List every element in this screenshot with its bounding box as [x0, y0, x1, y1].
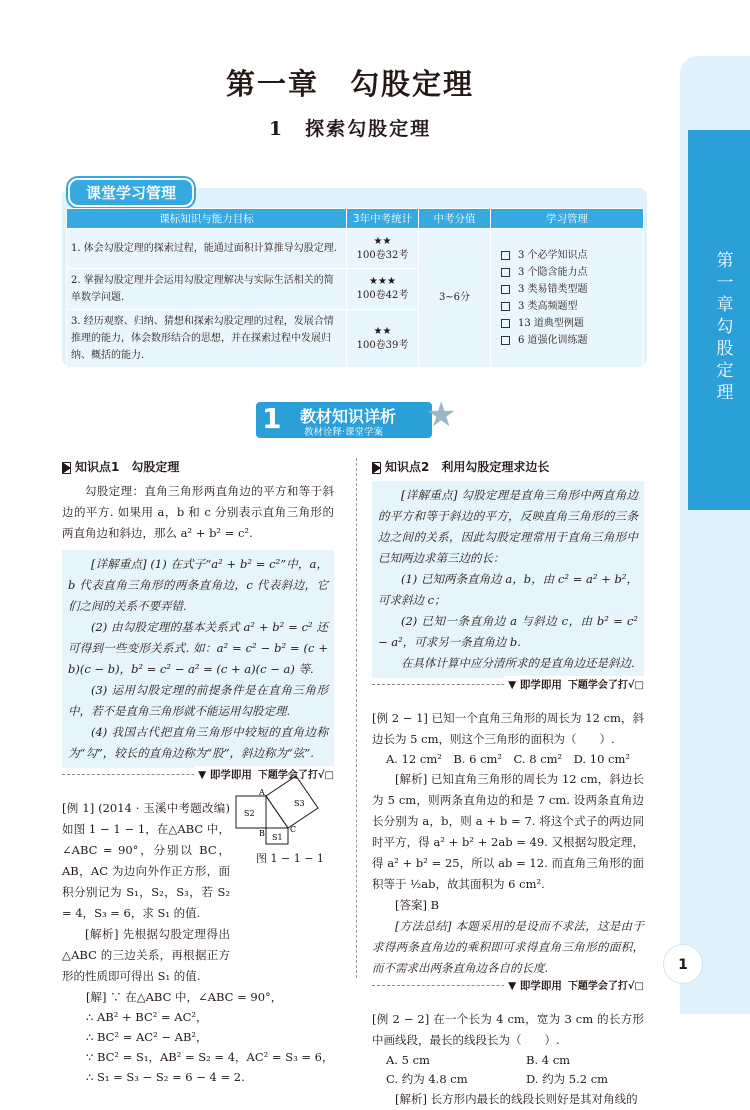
apply-bar: ▼ 即学即用 下题学会了打√□ [372, 684, 644, 702]
solution-line: [解] ∵ 在△ABC 中，∠ABC = 90°， [86, 990, 283, 1004]
banner-number: 1 [262, 402, 282, 435]
solution-line: ∴ BC² = AC² − AB²， [86, 1030, 208, 1044]
manage-list: 3 个必学知识点 3 个隐含能力点 3 类易错类型题 3 类高频题型 13 道典型例题 6 道强化训练题 [491, 229, 644, 368]
objective-1: 1. 体会勾股定理的探索过程，能通过面积计算推导勾股定理. [67, 229, 347, 269]
management-table [66, 208, 644, 368]
detail-box: [详解重点] (1) 在式子“a² + b² = c²”中，a，b 代表直角三角形的两条直角边，c 代表斜边，它们之间的关系不要弄错. (2) 由勾股定理的基本关系式 a² + b² = c² 还可得到一些变形关系式. 如：a² = c² − b² = (c + b)(c − b)，b² = c² − a² = (c + a)(c − a) 等. (3) 运用勾股定理的前提条件是在直角三角形中，若不是直角三角形就不能运用勾股定理. (4) 我国古代把直角三角形中较短的直角边称为“勾”，较长的直角边称为“股”，斜边称为“弦”. [62, 550, 334, 768]
col-objective: 课标知识与能力目标 [67, 209, 347, 229]
section-title: 1 探索勾股定理 [268, 118, 432, 140]
example-2-2-analysis: [解析] 长方形内最长的线段长则好是其对角线的 [395, 1092, 638, 1106]
right-column [372, 458, 644, 1110]
label-c: C [290, 825, 297, 834]
stat-1: ★★ 100卷32考 [347, 229, 419, 269]
chapter-title: 第一章 勾股定理 [225, 67, 474, 101]
label-s1: S1 [272, 833, 283, 842]
apply-bar: ▼ 即学即用 下题学会了打√□ [62, 774, 334, 792]
label-s2: S2 [244, 809, 255, 818]
example-2-1-method: [方法总结] 本题采用的是设而不求法，这是由于求得两条直角边的乘积即可求得直角三角形的面积，而不需求出两条直角边各自的长度. [372, 919, 644, 975]
options-2-1: A. 12 cm² B. 6 cm² C. 8 cm² D. 10 cm² [386, 752, 630, 766]
figure-1-1-1 [232, 766, 332, 846]
example-2-1-answer: [答案] B [395, 898, 440, 912]
solution-line: ∴ S₁ = S₃ − S₂ = 6 − 4 = 2. [86, 1070, 245, 1084]
side-tab-label: 第一章 勾股定理 [716, 251, 734, 403]
banner-title: 教材知识详析 [300, 407, 397, 426]
score-cell: 3~6分 [419, 229, 491, 368]
knowledge-point-2: 知识点2 利用勾股定理求边长 [372, 458, 644, 475]
theorem-text: 勾股定理：直角三角形两直角边的平方和等于斜边的平方. 如果用 a，b 和 c 分别表示直角三角形的两直角边和斜边，那么 a² + b² = c². [62, 484, 334, 540]
star-icon: ★ [426, 395, 457, 435]
options-2-2a: A. 5 cm B. 4 cm [386, 1053, 571, 1067]
checkbox[interactable] [501, 268, 510, 277]
detail-box: [详解重点] 勾股定理是直角三角形中两直角边的平方和等于斜边的平方，反映直角三角形的三条边之间的关系，因此勾股定理常用于直角三角形中已知两边求第三边的长： (1) 已知两条直角边 a，b，由 c² = a² + b²，可求斜边 c； (2) 已知一条直角边 a 与斜边 c，由 b² = c² − a²，可求另一条直角边 b. 在具体计算中应分清所求的是直角边还是斜边. [372, 481, 644, 678]
triangle-icon [372, 462, 381, 474]
objective-3: 3. 经历观察、归纳、猜想和探索勾股定理的过程，发展合情推理的能力，体会数形结合的思想，并在探索过程中发展归纳、概括的能力. [67, 310, 347, 368]
col-stats: 3年中考统计 [347, 209, 419, 229]
figure-caption: 图 1 − 1 − 1 [256, 852, 324, 865]
objective-2: 2. 掌握勾股定理并会运用勾股定理解决与实际生活相关的简单数学问题. [67, 269, 347, 310]
example-2-1: [例 2 − 1] 已知一个直角三角形的周长为 12 cm，斜边长为 5 cm，则这个三角形的面积为（ ）. [372, 711, 644, 746]
banner-subtitle: 教材诠释·课堂学案 [304, 427, 384, 438]
options-2-2b: C. 约为 4.8 cm D. 约为 5.2 cm [386, 1072, 609, 1086]
solution-line: ∴ AB² + BC² = AC²， [86, 1010, 208, 1024]
label-a: A [259, 788, 265, 797]
triangle-icon [62, 462, 71, 474]
column-divider [356, 458, 357, 978]
example-2-2: [例 2 − 2] 在一个长为 4 cm，宽为 3 cm 的长方形中画线段，最长的线段长为（ ）. [372, 1012, 644, 1047]
knowledge-point-1: 知识点1 勾股定理 [62, 458, 334, 475]
col-manage: 学习管理 [491, 209, 644, 229]
checkbox[interactable] [501, 319, 510, 328]
example-1: [例 1] (2014 · 玉溪中考题改编) 如图 1 − 1 − 1，在△ABC 中，∠ABC = 90°，分别以 BC，AB，AC 为边向外作正方形，面积分别记为 S₁，S₂，S₃，若 S₂ = 4，S₃ = 6，求 S₁ 的值. [62, 801, 230, 920]
example-2-1-analysis: [解析] 已知直角三角形的周长为 12 cm，斜边长为 5 cm，则两条直角边的和是 7 cm. 设两条直角边长分别为 a，b，则 a + b = 7. 将这个式子的两边同时平方，得 a² + b² + 2ab = 49. 又根据勾股定理，得 a² + b² = 25，所以 ab = 12. 而直角三角形的面积等于 ½ab，故其面积为 6 cm². [372, 772, 644, 891]
label-s3: S3 [294, 799, 305, 808]
page-number: 1 [663, 944, 703, 984]
apply-bar: ▼ 即学即用 下题学会了打√□ [372, 985, 644, 1003]
checkbox[interactable] [501, 251, 510, 260]
solution-line: ∵ BC² = S₁，AB² = S₂ = 4，AC² = S₃ = 6， [86, 1050, 334, 1064]
example-1-analysis: [解析] 先根据勾股定理得出△ABC 的三边关系，再根据正方形的性质即可得出 S₁ 的值. [62, 927, 230, 983]
checkbox[interactable] [501, 285, 510, 294]
checkbox[interactable] [501, 302, 510, 311]
col-score: 中考分值 [419, 209, 491, 229]
label-b: B [259, 829, 265, 838]
management-label: 课堂学习管理 [68, 178, 194, 207]
stat-2: ★★★ 100卷42考 [347, 269, 419, 310]
checkbox[interactable] [501, 336, 510, 345]
stat-3: ★★ 100卷39考 [347, 310, 419, 368]
